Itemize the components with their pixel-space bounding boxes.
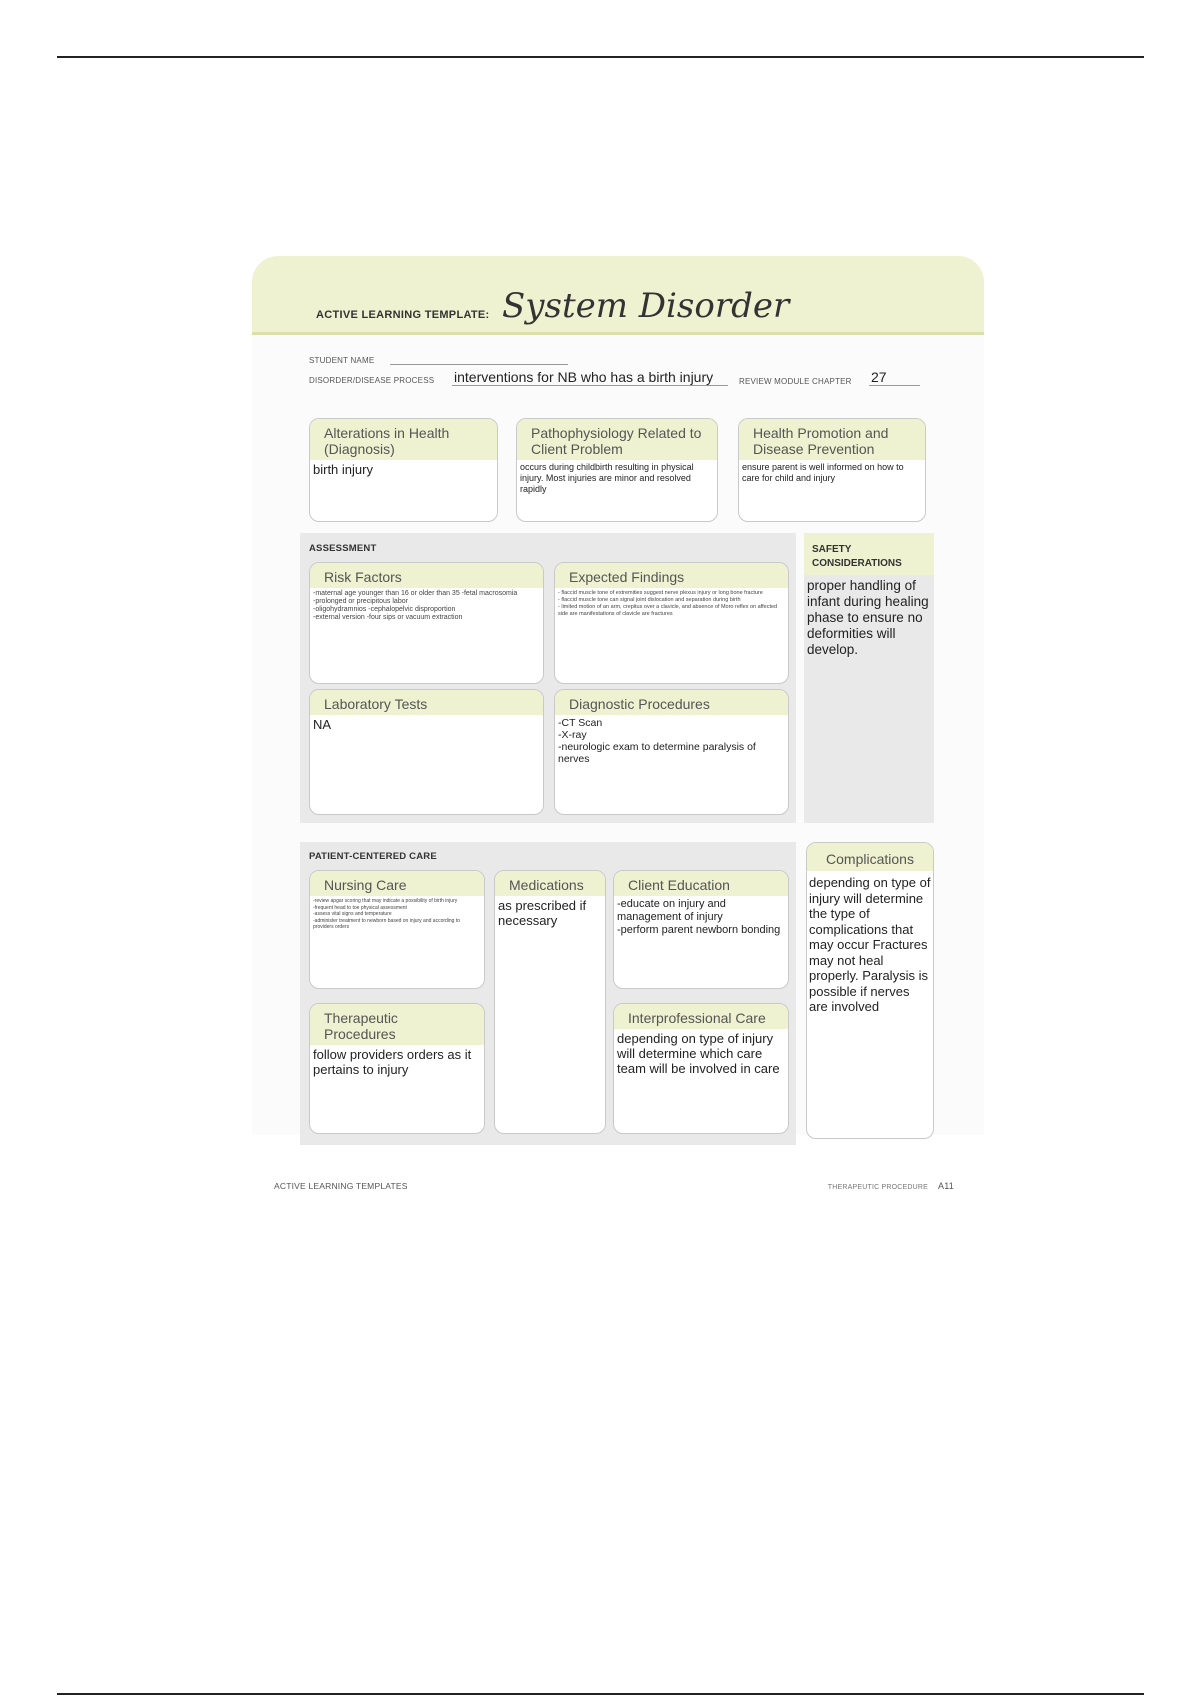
interprofessional-care-title: Interprofessional Care <box>614 1004 788 1029</box>
client-education-item: -educate on injury and management of injury <box>617 898 726 923</box>
health-promotion-title: Health Promotion and Disease Prevention <box>739 419 925 460</box>
diagnostic-list <box>555 715 788 767</box>
footer-right-label: THERAPEUTIC PROCEDURE <box>827 1184 929 1191</box>
diagnostic-item: -X-ray <box>558 729 587 741</box>
bottom-rule <box>57 1693 1144 1695</box>
footer-left: ACTIVE LEARNING TEMPLATES <box>274 1181 408 1191</box>
diagnostic-title: Diagnostic Procedures <box>555 690 788 715</box>
pathophysiology-title: Pathophysiology Related to Client Problem <box>517 419 717 460</box>
therapeutic-procedures-title: Therapeutic Procedures <box>310 1004 484 1045</box>
student-name-label: STUDENT NAME <box>309 356 375 365</box>
nursing-care-item: -administer treatment to newborn based on injury and according to providers orders <box>313 917 461 930</box>
nursing-care-box <box>309 870 485 989</box>
top-rule <box>57 56 1144 58</box>
complications-box <box>806 842 934 1139</box>
safety-title: SAFETY CONSIDERATIONS <box>804 533 934 575</box>
nursing-care-item: -assess vital signs and temperature <box>313 911 392 917</box>
student-name-line <box>390 364 568 365</box>
disorder-value[interactable]: interventions for NB who has a birth injury <box>454 369 714 385</box>
review-chapter-label: REVIEW MODULE CHAPTER <box>739 377 852 386</box>
lab-tests-box <box>309 689 544 815</box>
medications-box <box>494 870 606 1134</box>
lab-tests-text: NA <box>313 717 332 732</box>
health-promotion-text: ensure parent is well informed on how to care for child and injury <box>742 462 904 483</box>
safety-panel <box>804 533 934 823</box>
header-band <box>252 256 984 335</box>
client-education-box <box>613 870 789 989</box>
footer-page-number: A11 <box>938 1181 954 1191</box>
complications-title: Complications <box>807 843 933 871</box>
finding-item: - flaccid muscle tone of extremities suggest nerve plexus injury or long bone fracture <box>558 590 763 596</box>
disorder-label: DISORDER/DISEASE PROCESS <box>309 376 435 385</box>
template-sheet <box>252 256 984 1206</box>
diagnostic-item: -CT Scan <box>558 717 603 729</box>
risk-factor-item: -maternal age younger than 16 or older than 35 -fetal macrosomia <box>313 590 518 597</box>
therapeutic-procedures-box <box>309 1003 485 1134</box>
complications-text: depending on type of injury will determine the type of complications that may occur Fractures may not heal properly. Paralysis is possible if nerves are involved <box>809 875 931 1014</box>
therapeutic-procedures-text: follow providers orders as it pertains to injury <box>313 1047 472 1077</box>
pathophysiology-box <box>516 418 718 522</box>
footer-right <box>828 1181 954 1191</box>
diagnostic-item: -neurologic exam to determine paralysis of nerves <box>558 741 756 765</box>
risk-factors-title: Risk Factors <box>310 563 543 588</box>
medications-text: as prescribed if necessary <box>498 898 587 928</box>
expected-findings-box <box>554 562 789 684</box>
alterations-box <box>309 418 498 522</box>
risk-factors-box <box>309 562 544 684</box>
risk-factor-item: -oligohydramnios -cephalopelvic disproportion <box>313 606 456 613</box>
alterations-text: birth injury <box>313 462 373 477</box>
client-education-item: -perform parent newborn bonding <box>617 924 781 936</box>
interprofessional-care-text: depending on type of injury will determine which care team will be involved in care <box>617 1031 780 1076</box>
finding-item: - limited motion of an arm, crepitus over a clavicle, and absence of Moro reflex on affected side are manifestations of clavicle are fractures <box>558 604 778 617</box>
nursing-care-list <box>310 896 484 933</box>
client-education-title: Client Education <box>614 871 788 896</box>
lab-tests-title: Laboratory Tests <box>310 690 543 715</box>
nursing-care-item: -review apgar scoring that may indicate a possibility of birth injury <box>313 898 458 904</box>
pathophysiology-text: occurs during childbirth resulting in physical injury. Most injuries are minor and resolved rapidly <box>520 462 694 494</box>
finding-item: - flaccid muscle tone can signal joint dislocation and separation during birth <box>558 597 741 603</box>
expected-findings-list <box>555 588 788 620</box>
template-title: System Disorder <box>502 286 790 326</box>
expected-findings-title: Expected Findings <box>555 563 788 588</box>
patient-care-label: PATIENT-CENTERED CARE <box>309 851 437 862</box>
client-education-list <box>614 896 788 939</box>
template-label: ACTIVE LEARNING TEMPLATE: <box>316 309 490 321</box>
review-chapter-value[interactable]: 27 <box>871 369 887 385</box>
risk-factor-item: -external version -four sips or vacuum extraction <box>313 614 463 621</box>
interprofessional-care-box <box>613 1003 789 1134</box>
health-promotion-box <box>738 418 926 522</box>
assessment-label: ASSESSMENT <box>309 543 377 554</box>
risk-factors-list <box>310 588 543 624</box>
review-chapter-line <box>869 385 920 386</box>
risk-factor-item: -prolonged or precipitous labor <box>313 598 408 605</box>
template-body <box>252 335 984 1135</box>
disorder-line <box>452 385 728 386</box>
nursing-care-item: -frequent head to toe physical assessment <box>313 904 407 911</box>
medications-title: Medications <box>495 871 605 896</box>
nursing-care-title: Nursing Care <box>310 871 484 896</box>
safety-text: proper handling of infant during healing phase to ensure no deformities will develop. <box>807 578 929 657</box>
alterations-title: Alterations in Health (Diagnosis) <box>310 419 497 460</box>
diagnostic-box <box>554 689 789 815</box>
